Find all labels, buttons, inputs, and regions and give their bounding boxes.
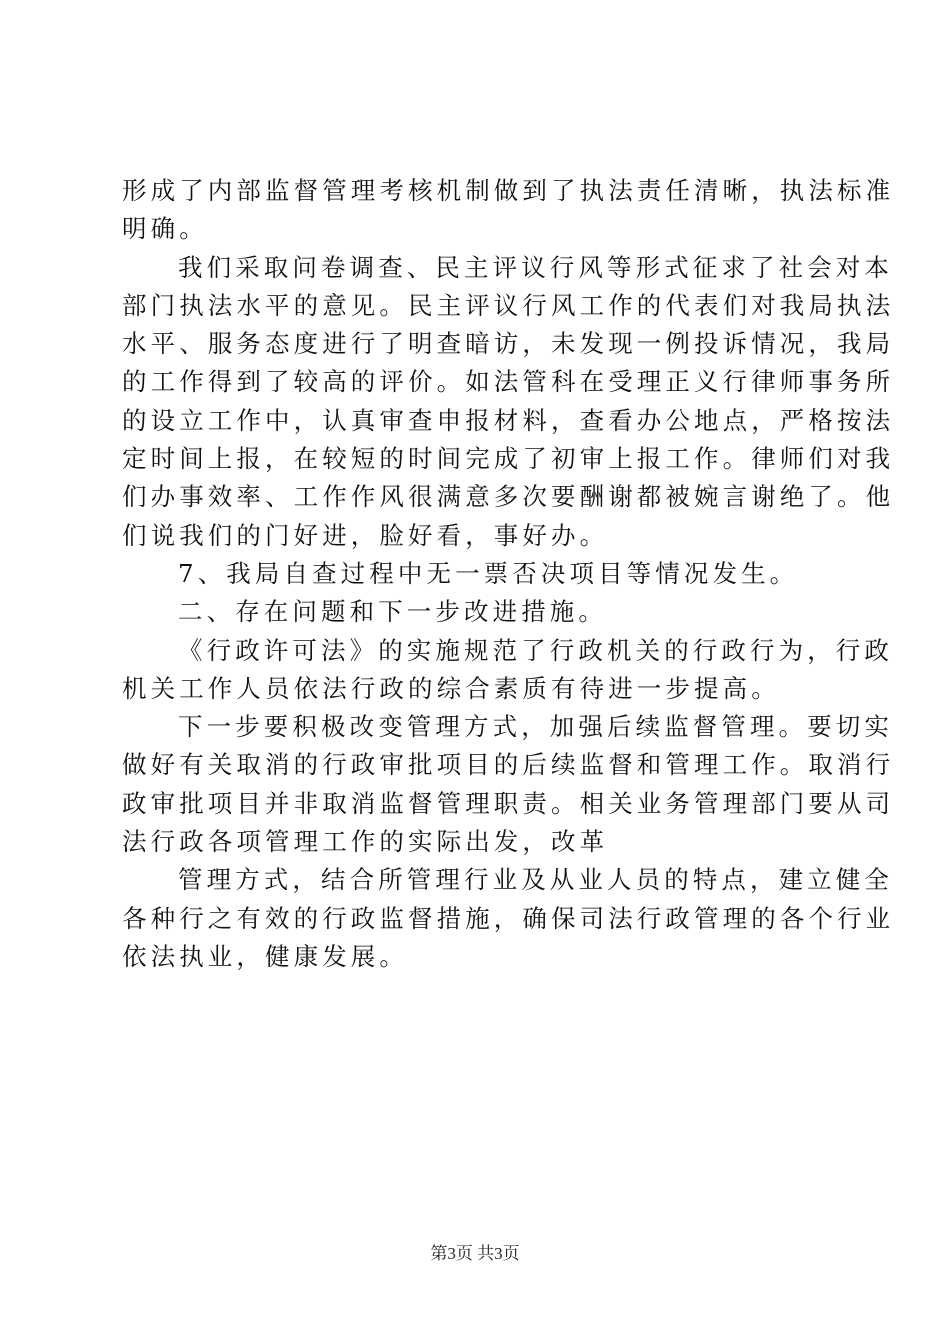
section-heading: 二、存在问题和下一步改进措施。 xyxy=(178,597,607,627)
text-line: 们办事效率、工作作风很满意多次要酬谢都被婉言谢绝了。他 xyxy=(122,482,895,512)
text-line: 定时间上报，在较短的时间完成了初审上报工作。律师们对我 xyxy=(122,444,895,474)
text-line: 做好有关取消的行政审批项目的后续监督和管理工作。取消行 xyxy=(122,750,895,780)
paragraph-start-line: 我们采取问卷调查、民主评议行风等形式征求了社会对本 xyxy=(178,252,893,282)
paragraph-start-line: 《行政许可法》的实施规范了行政机关的行政行为，行政 xyxy=(178,635,893,665)
text-line: 水平、服务态度进行了明查暗访，未发现一例投诉情况，我局 xyxy=(122,329,895,359)
page-number-label: 第3页 共3页 xyxy=(430,1244,520,1263)
paragraph-start-line: 7、我局自查过程中无一票否决项目等情况发生。 xyxy=(178,558,799,588)
paragraph-start-line: 管理方式，结合所管理行业及从业人员的特点，建立健全 xyxy=(178,865,893,895)
text-line: 明确。 xyxy=(122,214,208,244)
document-body xyxy=(122,172,895,976)
text-line: 法行政各项管理工作的实际出发，改革 xyxy=(122,827,609,857)
text-line: 的设立工作中，认真审查申报材料，查看办公地点，严格按法 xyxy=(122,405,895,435)
text-line: 形成了内部监督管理考核机制做到了执法责任清晰，执法标准 xyxy=(122,176,895,205)
text-line: 机关工作人员依法行政的综合素质有待进一步提高。 xyxy=(122,673,780,703)
text-line: 部门执法水平的意见。民主评议行风工作的代表们对我局执法 xyxy=(122,290,895,320)
paragraph-start-line: 下一步要积极改变管理方式，加强后续监督管理。要切实 xyxy=(178,712,893,742)
text-line: 依法执业，健康发展。 xyxy=(122,941,408,971)
text-line: 的工作得到了较高的评价。如法管科在受理正义行律师事务所 xyxy=(122,367,895,397)
text-line: 们说我们的门好进，脸好看，事好办。 xyxy=(122,520,609,550)
text-line: 各种行之有效的行政监督措施，确保司法行政管理的各个行业 xyxy=(122,903,895,933)
page-footer xyxy=(0,1242,950,1266)
text-line: 政审批项目并非取消监督管理职责。相关业务管理部门要从司 xyxy=(122,788,895,818)
